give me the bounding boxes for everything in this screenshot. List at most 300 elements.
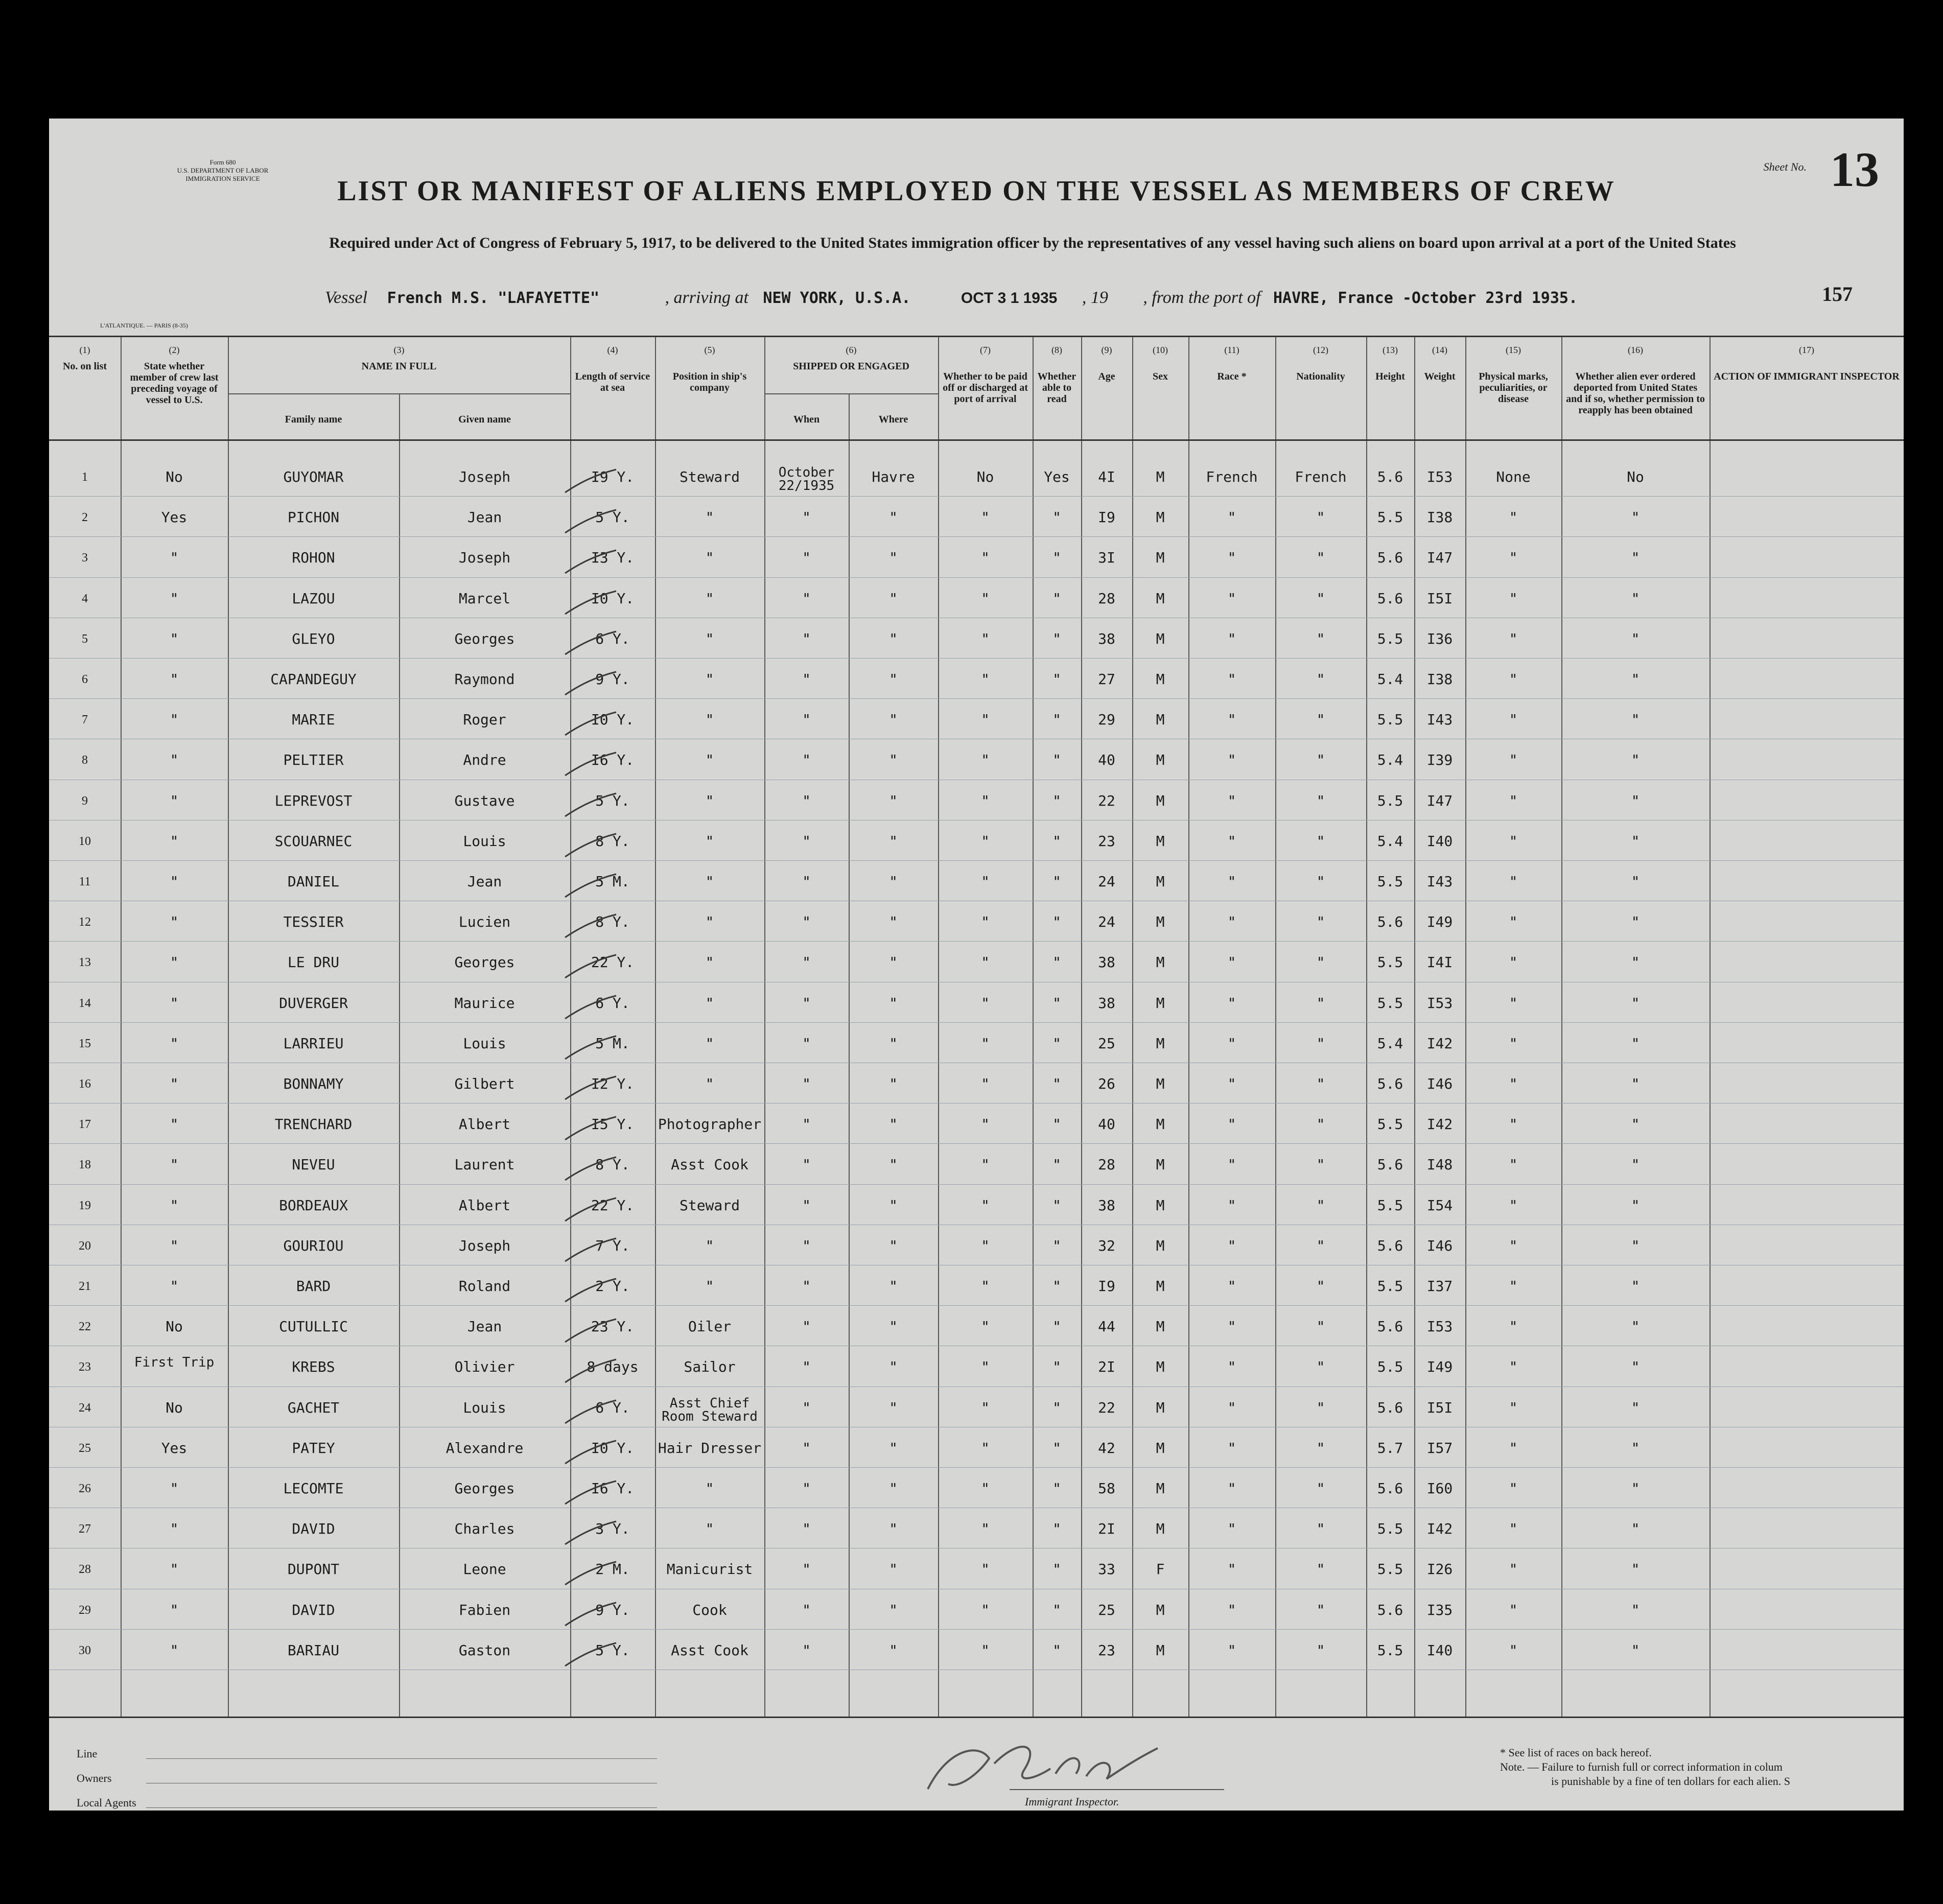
- table-cell: 22: [79, 1320, 91, 1334]
- table-cell: M: [1156, 1318, 1165, 1335]
- table-cell: 5 Y.: [595, 1641, 630, 1659]
- table-cell: ": [1052, 1358, 1061, 1376]
- table-cell: Steward: [679, 468, 740, 485]
- table-cell: ": [1631, 1480, 1640, 1497]
- table-cell: ": [1631, 590, 1640, 607]
- table-cell: ": [889, 1641, 898, 1659]
- table-cell: I43: [1426, 711, 1453, 728]
- table-cell: ": [802, 1399, 811, 1416]
- table-cell: ": [981, 913, 990, 931]
- check-mark: [560, 589, 621, 619]
- table-cell: ": [1052, 1641, 1061, 1659]
- table-cell: ": [981, 1439, 990, 1456]
- column-header: [574, 344, 651, 393]
- table-cell: M: [1156, 1156, 1165, 1173]
- table-cell: ": [1227, 1196, 1236, 1214]
- table-cell: Yes: [1044, 468, 1070, 485]
- table-cell: I6 Y.: [591, 751, 635, 769]
- table-cell: ": [889, 1358, 898, 1376]
- table-cell: ": [170, 1561, 179, 1578]
- table-cell: LARRIEU: [283, 1035, 344, 1052]
- column-header: [232, 344, 566, 372]
- row-rule: [764, 393, 938, 394]
- column-header: [1370, 344, 1410, 382]
- table-cell: GLEYO: [292, 630, 335, 647]
- table-cell: 5.6: [1377, 468, 1403, 485]
- table-cell: ": [1316, 1237, 1325, 1254]
- table-cell: 5.6: [1377, 590, 1403, 607]
- column-number: (10): [1153, 345, 1168, 355]
- column-header: [659, 344, 760, 393]
- table-cell: I40: [1426, 1641, 1453, 1659]
- table-cell: M: [1156, 832, 1165, 850]
- column-rule: [1188, 337, 1189, 1717]
- table-cell: Georges: [454, 630, 515, 647]
- check-mark: [560, 1236, 621, 1266]
- table-cell: KREBS: [292, 1358, 335, 1376]
- table-cell: I47: [1426, 549, 1453, 567]
- table-cell: ": [705, 590, 714, 607]
- table-cell: I9: [1098, 1278, 1115, 1295]
- table-cell: ": [1227, 630, 1236, 647]
- table-cell: 8 Y.: [595, 1156, 630, 1173]
- table-cell: ": [1631, 1318, 1640, 1335]
- row-rule: [49, 1305, 1904, 1306]
- table-cell: ": [889, 1520, 898, 1538]
- table-cell: ": [1052, 1035, 1061, 1052]
- table-cell: ": [889, 1601, 898, 1618]
- table-cell: ": [1316, 913, 1325, 931]
- table-cell: ": [889, 1561, 898, 1578]
- table-cell: 5.5: [1377, 711, 1403, 728]
- table-cell: Asst Cook: [671, 1156, 748, 1173]
- table-cell: M: [1156, 590, 1165, 607]
- table-cell: ": [705, 751, 714, 769]
- table-cell: ": [981, 1318, 990, 1335]
- table-cell: I60: [1426, 1480, 1453, 1497]
- table-cell: ": [889, 1237, 898, 1254]
- check-mark: [560, 669, 621, 700]
- table-cell: 13: [79, 956, 91, 970]
- table-cell: I42: [1426, 1116, 1453, 1133]
- table-cell: Joseph: [458, 1237, 511, 1254]
- table-cell: Georges: [454, 1480, 515, 1497]
- column-number: (4): [607, 345, 618, 355]
- table-cell: ": [1227, 671, 1236, 688]
- table-cell: ": [1631, 792, 1640, 809]
- table-cell: ": [1631, 1278, 1640, 1295]
- table-cell: ": [802, 1278, 811, 1295]
- table-cell: M: [1156, 468, 1165, 485]
- table-cell: 28: [1098, 1156, 1115, 1173]
- table-cell: No: [166, 468, 183, 485]
- table-cell: French: [1206, 468, 1258, 485]
- year-label: , 19: [1082, 288, 1108, 307]
- table-cell: 29: [1098, 711, 1115, 728]
- table-cell: ": [1316, 1116, 1325, 1133]
- table-cell: ": [705, 630, 714, 647]
- table-cell: 5.4: [1377, 751, 1403, 769]
- table-cell: Oiler: [688, 1318, 732, 1335]
- check-mark: [560, 1559, 621, 1590]
- row-rule: [49, 698, 1904, 699]
- table-cell: ": [1227, 509, 1236, 526]
- row-rule: [49, 658, 1904, 659]
- table-cell: ": [1316, 751, 1325, 769]
- table-cell: ": [705, 1237, 714, 1254]
- table-cell: I42: [1426, 1520, 1453, 1538]
- table-cell: M: [1156, 1035, 1165, 1052]
- table-cell: I9: [1098, 509, 1115, 526]
- table-cell: 5.5: [1377, 1278, 1403, 1295]
- table-cell: ": [889, 1196, 898, 1214]
- column-label: Length of service at sea: [575, 371, 650, 393]
- table-cell: 2: [82, 511, 88, 525]
- form-number: Form 680: [209, 158, 236, 166]
- table-cell: ": [802, 1035, 811, 1052]
- table-cell: BORDEAUX: [279, 1196, 348, 1214]
- table-cell: 16: [79, 1077, 91, 1091]
- table-cell: 29: [79, 1603, 91, 1617]
- row-rule: [49, 1467, 1904, 1468]
- table-cell: ROHON: [292, 549, 335, 567]
- row-rule: [49, 1143, 1904, 1144]
- table-cell: 23: [1098, 832, 1115, 850]
- column-number: (15): [1506, 345, 1521, 355]
- table-cell: ": [1631, 954, 1640, 971]
- table-cell: ": [1052, 751, 1061, 769]
- table-cell: ": [170, 590, 179, 607]
- table-cell: 11: [79, 875, 91, 888]
- table-cell: 3: [82, 551, 88, 565]
- given-name-header: Given name: [458, 414, 511, 425]
- table-cell: ": [889, 1399, 898, 1416]
- table-cell: ": [1631, 630, 1640, 647]
- column-header: [1279, 344, 1362, 382]
- table-cell: ": [705, 1278, 714, 1295]
- table-cell: BARD: [296, 1278, 331, 1295]
- table-cell: ": [1227, 590, 1236, 607]
- table-cell: ": [1227, 1156, 1236, 1173]
- table-cell: 5.6: [1377, 1075, 1403, 1092]
- row-rule: [49, 941, 1904, 942]
- table-cell: ": [889, 1278, 898, 1295]
- table-cell: ": [1631, 994, 1640, 1012]
- column-number: (8): [1051, 345, 1062, 355]
- table-cell: 6: [82, 673, 88, 686]
- table-cell: ": [1227, 832, 1236, 850]
- table-cell: ": [802, 711, 811, 728]
- column-header: [1136, 344, 1184, 382]
- table-cell: 38: [1098, 630, 1115, 647]
- table-cell: 8 Y.: [595, 832, 630, 850]
- table-cell: ": [170, 549, 179, 567]
- column-number: (14): [1432, 345, 1447, 355]
- table-cell: 5: [82, 632, 88, 646]
- from-port: HAVRE, France -October 23rd 1935.: [1273, 289, 1578, 307]
- sheet-label: Sheet No.: [1763, 160, 1807, 173]
- table-cell: M: [1156, 792, 1165, 809]
- table-cell: 5.5: [1377, 1561, 1403, 1578]
- table-cell: I5I: [1426, 1399, 1453, 1416]
- table-cell: 25: [1098, 1601, 1115, 1618]
- table-cell: ": [1509, 994, 1518, 1012]
- table-cell: 5.5: [1377, 954, 1403, 971]
- table-cell: M: [1156, 994, 1165, 1012]
- table-cell: ": [1631, 1116, 1640, 1133]
- table-cell: ": [1509, 1561, 1518, 1578]
- page-title: LIST OR MANIFEST OF ALIENS EMPLOYED ON THE VESSEL AS MEMBERS OF CREW: [337, 175, 1616, 207]
- table-cell: ": [170, 1035, 179, 1052]
- table-cell: ": [802, 671, 811, 688]
- table-cell: 22 Y.: [591, 954, 635, 971]
- table-cell: ": [705, 1480, 714, 1497]
- table-cell: I38: [1426, 671, 1453, 688]
- table-cell: NEVEU: [292, 1156, 335, 1173]
- table-cell: ": [1316, 1278, 1325, 1295]
- table-cell: I37: [1426, 1278, 1453, 1295]
- check-mark: [560, 1195, 621, 1226]
- check-mark: [560, 1033, 621, 1064]
- table-cell: Lucien: [458, 913, 511, 931]
- table-cell: I9 Y.: [591, 468, 635, 485]
- table-cell: ": [170, 1520, 179, 1538]
- table-cell: 9 Y.: [595, 671, 630, 688]
- line-label: Line: [77, 1747, 98, 1760]
- table-cell: 2I: [1098, 1520, 1115, 1538]
- column-header: [53, 344, 116, 372]
- line-rule: [146, 1758, 657, 1759]
- table-cell: ": [1316, 1641, 1325, 1659]
- table-cell: ": [170, 1116, 179, 1133]
- table-cell: No: [166, 1318, 183, 1335]
- row-rule: [49, 536, 1904, 537]
- table-cell: BONNAMY: [283, 1075, 344, 1092]
- table-cell: ": [1052, 792, 1061, 809]
- table-cell: ": [1509, 1439, 1518, 1456]
- table-cell: MARIE: [292, 711, 335, 728]
- check-mark: [560, 1519, 621, 1549]
- table-cell: Louis: [463, 1399, 506, 1416]
- table-cell: Albert: [458, 1116, 511, 1133]
- table-cell: M: [1156, 873, 1165, 890]
- table-cell: ": [889, 1035, 898, 1052]
- column-number: (7): [980, 345, 991, 355]
- table-cell: ": [1631, 1035, 1640, 1052]
- table-cell: Sailor: [684, 1358, 736, 1376]
- arriving-port: NEW YORK, U.S.A.: [763, 289, 911, 307]
- table-cell: TESSIER: [283, 913, 344, 931]
- table-cell: M: [1156, 1237, 1165, 1254]
- table-cell: 5.6: [1377, 1480, 1403, 1497]
- fine-note-2: is punishable by a fine of ten dollars for each alien. S: [1551, 1775, 1790, 1788]
- column-rule: [764, 337, 765, 1717]
- table-cell: ": [170, 711, 179, 728]
- table-cell: 26: [1098, 1075, 1115, 1092]
- check-mark: [560, 993, 621, 1024]
- table-cell: ": [1631, 1601, 1640, 1618]
- table-cell: ": [1316, 954, 1325, 971]
- table-cell: Charles: [454, 1520, 515, 1538]
- table-cell: Leone: [463, 1561, 506, 1578]
- table-cell: ": [170, 1237, 179, 1254]
- table-cell: ": [1316, 1601, 1325, 1618]
- table-cell: I39: [1426, 751, 1453, 769]
- table-cell: ": [1509, 1601, 1518, 1618]
- table-cell: ": [981, 1156, 990, 1173]
- table-cell: ": [1227, 1641, 1236, 1659]
- column-header: [1565, 344, 1705, 416]
- table-cell: ": [1227, 913, 1236, 931]
- table-cell: ": [981, 1520, 990, 1538]
- row-rule: [49, 1022, 1904, 1023]
- table-cell: ": [802, 1480, 811, 1497]
- table-cell: 14: [79, 996, 91, 1010]
- check-mark: [560, 1114, 621, 1145]
- check-mark: [560, 467, 621, 498]
- table-cell: 44: [1098, 1318, 1115, 1335]
- table-cell: 5.7: [1377, 1439, 1403, 1456]
- table-cell: PATEY: [292, 1439, 335, 1456]
- table-cell: ": [981, 1075, 990, 1092]
- table-cell: ": [981, 1116, 990, 1133]
- table-cell: I42: [1426, 1035, 1453, 1052]
- table-cell: 32: [1098, 1237, 1115, 1254]
- table-cell: Cook: [692, 1601, 727, 1618]
- table-cell: 8 days: [587, 1358, 639, 1376]
- column-label: Height: [1375, 371, 1405, 382]
- table-cell: ": [802, 1156, 811, 1173]
- table-cell: LEPREVOST: [274, 792, 353, 809]
- table-cell: 5.6: [1377, 1601, 1403, 1618]
- table-cell: ": [1509, 1358, 1518, 1376]
- table-cell: ": [889, 590, 898, 607]
- table-cell: ": [1631, 509, 1640, 526]
- table-cell: ": [981, 671, 990, 688]
- table-cell: 5.5: [1377, 1358, 1403, 1376]
- table-cell: 5.5: [1377, 873, 1403, 890]
- column-rule: [570, 337, 571, 1717]
- table-cell: ": [1316, 630, 1325, 647]
- table-cell: 5.6: [1377, 549, 1403, 567]
- printer-mark: L'ATLANTIQUE. — PARIS (8-35): [100, 322, 188, 329]
- check-mark: [560, 1155, 621, 1185]
- table-cell: 2I: [1098, 1358, 1115, 1376]
- table-cell: M: [1156, 671, 1165, 688]
- column-number: (13): [1383, 345, 1398, 355]
- table-cell: 38: [1098, 954, 1115, 971]
- arriving-label: , arriving at: [665, 288, 748, 307]
- column-header: [768, 344, 934, 372]
- table-cell: ": [170, 1075, 179, 1092]
- inspector-signature: [918, 1728, 1183, 1804]
- table-cell: 15: [79, 1037, 91, 1050]
- table-cell: ": [1227, 1480, 1236, 1497]
- table-cell: ": [1227, 751, 1236, 769]
- table-cell: ": [1509, 1237, 1518, 1254]
- table-cell: ": [802, 994, 811, 1012]
- table-cell: ": [1052, 590, 1061, 607]
- row-rule: [49, 577, 1904, 578]
- table-cell: PICHON: [287, 509, 340, 526]
- race-note: * See list of races on back hereof.: [1500, 1746, 1652, 1759]
- table-cell: 6 Y.: [595, 1399, 630, 1416]
- table-cell: No: [1627, 468, 1644, 485]
- table-cell: 19: [79, 1198, 91, 1212]
- table-cell: ": [1316, 1156, 1325, 1173]
- table-cell: ": [889, 1075, 898, 1092]
- table-cell: 1: [82, 471, 88, 484]
- table-cell: ": [802, 751, 811, 769]
- table-cell: 22: [1098, 1399, 1115, 1416]
- table-cell: ": [170, 1278, 179, 1295]
- table-cell: 8: [82, 754, 88, 767]
- table-cell: Photographer: [658, 1116, 762, 1133]
- table-cell: Jean: [467, 1318, 502, 1335]
- table-cell: ": [889, 630, 898, 647]
- vessel-line: [325, 288, 1578, 308]
- table-cell: 38: [1098, 994, 1115, 1012]
- row-rule: [49, 860, 1904, 861]
- table-cell: ": [170, 1641, 179, 1659]
- table-cell: ": [981, 1480, 990, 1497]
- column-header: [942, 344, 1028, 405]
- table-cell: October 22/1935: [778, 465, 835, 493]
- table-cell: ": [889, 711, 898, 728]
- table-cell: DUPONT: [287, 1561, 340, 1578]
- owners-label: Owners: [77, 1772, 112, 1784]
- table-cell: ": [1052, 549, 1061, 567]
- table-cell: Roger: [463, 711, 506, 728]
- table-cell: ": [981, 630, 990, 647]
- check-mark: [560, 791, 621, 821]
- table-cell: ": [1509, 954, 1518, 971]
- column-header: [1469, 344, 1557, 405]
- table-cell: ": [981, 1399, 990, 1416]
- table-cell: ": [1052, 1318, 1061, 1335]
- table-cell: ": [1631, 1520, 1640, 1538]
- column-label: State whether member of crew last preceding voyage of vessel to U.S.: [130, 361, 219, 406]
- table-cell: ": [889, 1480, 898, 1497]
- table-cell: 5.6: [1377, 1156, 1403, 1173]
- table-cell: 5.4: [1377, 1035, 1403, 1052]
- table-cell: ": [170, 671, 179, 688]
- table-cell: 30: [79, 1643, 91, 1657]
- table-cell: ": [1227, 954, 1236, 971]
- table-cell: ": [1509, 1520, 1518, 1538]
- column-rule: [655, 337, 656, 1717]
- table-cell: ": [1227, 1318, 1236, 1335]
- table-cell: 4: [82, 592, 88, 605]
- table-cell: ": [1052, 711, 1061, 728]
- table-cell: ": [1227, 1116, 1236, 1133]
- column-header: [1714, 344, 1900, 382]
- table-cell: GOURIOU: [283, 1237, 344, 1254]
- table-cell: ": [170, 873, 179, 890]
- table-cell: M: [1156, 954, 1165, 971]
- table-cell: ": [1316, 1399, 1325, 1416]
- table-cell: ": [1052, 1278, 1061, 1295]
- table-cell: ": [802, 1075, 811, 1092]
- table-cell: 3I: [1098, 549, 1115, 567]
- table-cell: ": [802, 1601, 811, 1618]
- column-rule: [1366, 337, 1367, 1717]
- table-cell: ": [170, 630, 179, 647]
- table-cell: M: [1156, 630, 1165, 647]
- table-cell: ": [1052, 1561, 1061, 1578]
- table-cell: ": [1052, 1480, 1061, 1497]
- table-cell: I0 Y.: [591, 1439, 635, 1456]
